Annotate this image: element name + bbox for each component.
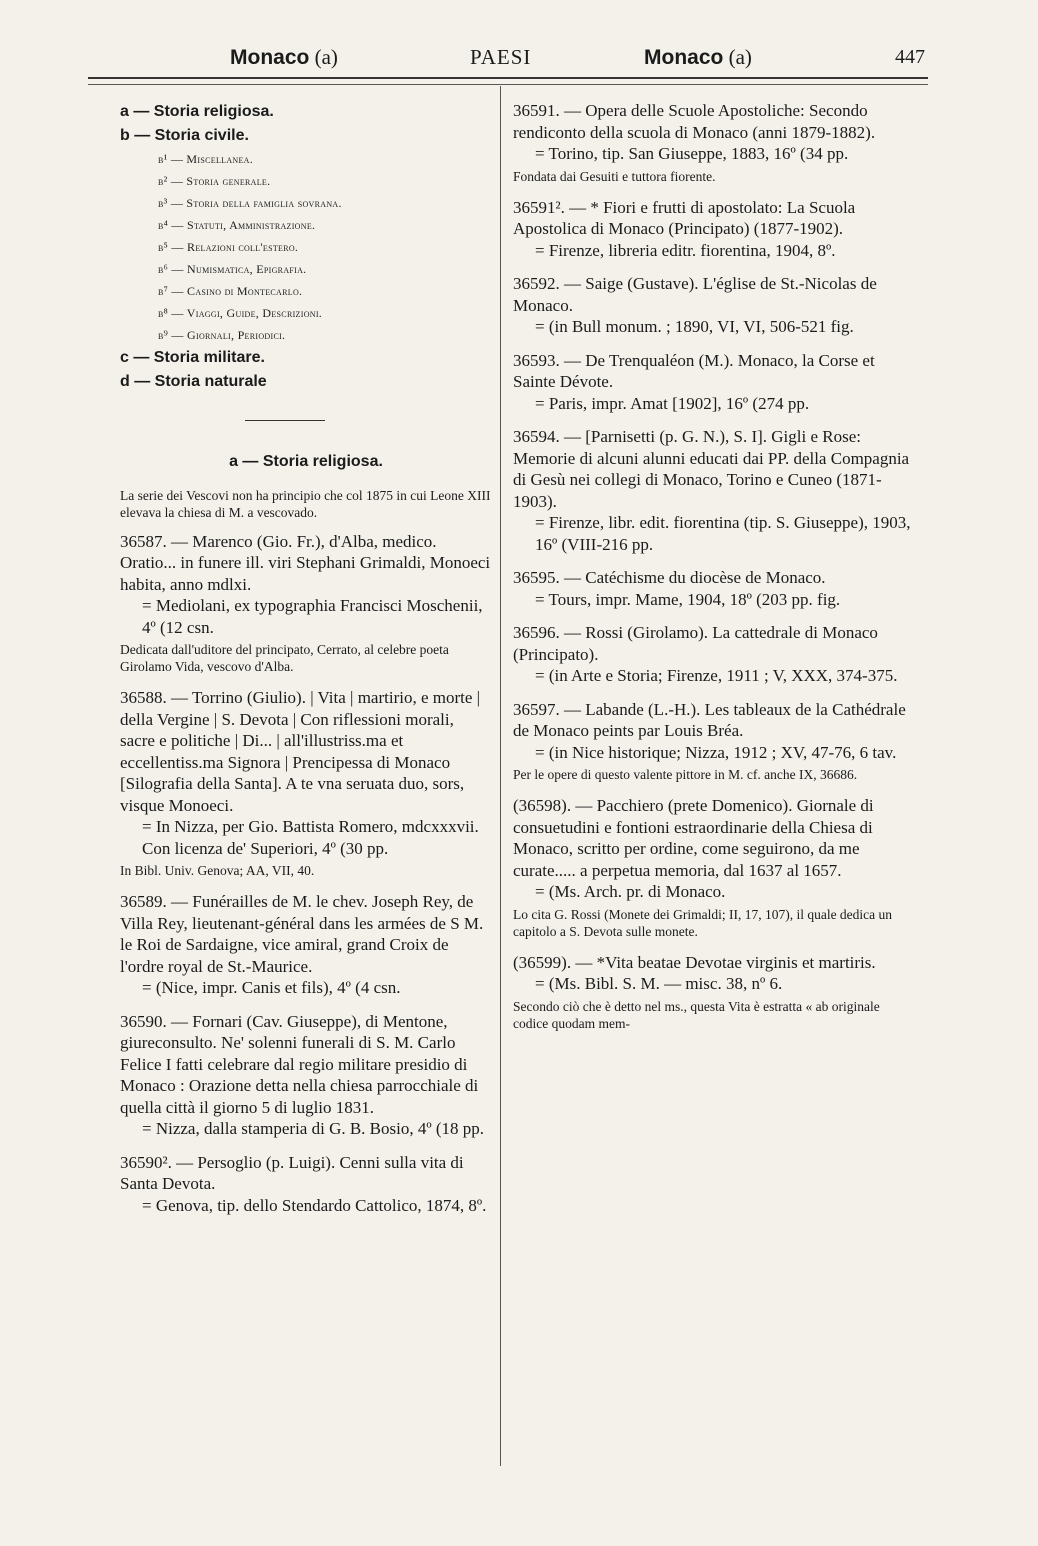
entry-remark: Dedicata dall'uditore del principato, Cerrato, al celebre poeta Girolamo Vida, vescovo d'Alba. (120, 642, 449, 674)
entry-heading: 36594. — [Parnisetti (p. G. N.), S. I]. Gigli e Rose: Memorie di alcuni alunni educati dai PP. della Compagnia di Gesù nei collegi di Monaco, Torino e Cuneo (1871-1903). (513, 427, 910, 511)
entry-heading: 36590. — Fornari (Cav. Giuseppe), di Mentone, giureconsulto. Ne' solenni funerali di S. M. Carlo Felice I fatti celebrare dal regio militare presidio di Monaco : Orazione detta nella chiesa parrocchiale di quella città il giorno 5 di luglio 1831. (120, 1011, 479, 1117)
toc-item-a: a — Storia religiosa. (120, 103, 274, 120)
entry-heading: 36592. — Saige (Gustave). L'église de St.-Nicolas de Monaco. (513, 274, 877, 315)
bibliography-entry (513, 952, 913, 1032)
section-title: a — Storia religiosa. (229, 453, 383, 470)
toc-item-b: b — Storia civile. (120, 127, 249, 144)
bibliography-entry (120, 1011, 492, 1140)
page-number: 447 (895, 46, 925, 68)
entry-imprint: = (Ms. Bibl. S. M. — misc. 38, nº 6. (535, 974, 783, 993)
entry-heading: 36588. — Torrino (Giulio). | Vita | martirio, e morte | della Vergine | S. Devota | Con riflessioni morali, sacre e politiche | Di... | all'illustriss.ma et eccellentiss.ma Signora | Prencipessa di Monaco [Silografia della Santa]. A te vna seruata duo, sors, visque Monoeci. (120, 688, 481, 815)
entry-imprint: = Firenze, libreria editr. fiorentina, 1904, 8º. (535, 240, 836, 260)
entry-heading: 36597. — Labande (L.-H.). Les tableaux de la Cathédrale de Monaco peints par Louis Bréa. (513, 699, 906, 740)
entry-imprint: = (in Bull monum. ; 1890, VI, VI, 506-521 fig. (535, 317, 854, 336)
entry-imprint: = Nizza, dalla stamperia di G. B. Bosio, 4º (18 pp. (142, 1119, 485, 1138)
header-rule-thin (88, 84, 928, 85)
entry-heading: 36590². — Persoglio (p. Luigi). Cenni sulla vita di Santa Devota. (120, 1152, 464, 1193)
entry-imprint: = Mediolani, ex typographia Francisci Moschenii, 4º (12 csn. (142, 596, 483, 637)
toc-subitem: b⁸ — Viaggi, Guide, Descrizioni. (158, 306, 323, 320)
entry-heading: (36598). — Pacchiero (prete Domenico). Giornale di consuetudini e fontioni estraordinarie della Chiesa di Monaco, scritto per ordine, come seguirono, da me curate..... a perpetua memoria, dal 1637 al 1657. (513, 796, 874, 880)
entry-heading: (36599). — *Vita beatae Devotae virginis et martiris. (513, 952, 876, 972)
toc-subitem: b⁶ — Numismatica, Epigrafia. (158, 262, 307, 276)
toc-subitem: b⁵ — Relazioni coll'estero. (158, 240, 299, 254)
entry-remark: Fondata dai Gesuiti e tuttora fiorente. (513, 168, 716, 184)
toc-subitem: b¹ — Miscellanea. (158, 152, 254, 166)
toc-subitem: b³ — Storia della famiglia sovrana. (158, 196, 342, 210)
bibliography-entry (513, 197, 913, 262)
entry-imprint: = Torino, tip. San Giuseppe, 1883, 16º (34 pp. (535, 144, 849, 163)
bibliography-entry (120, 531, 492, 676)
bibliography-entry (513, 795, 913, 940)
entry-imprint: = (in Nice historique; Nizza, 1912 ; XV, 47-76, 6 tav. (535, 742, 897, 762)
entry-imprint: = (in Arte e Storia; Firenze, 1911 ; V, XXX, 374-375. (535, 666, 898, 685)
toc-item-c: c — Storia militare. (120, 349, 265, 366)
section-divider (245, 420, 325, 421)
bibliography-entry (513, 273, 913, 338)
entry-heading: 36596. — Rossi (Girolamo). La cattedrale di Monaco (Principato). (513, 623, 878, 664)
entry-remark: Secondo ciò che è detto nel ms., questa Vita è estratta « ab originale codice quodam mem- (513, 998, 880, 1031)
entry-heading: 36591. — Opera delle Scuole Apostoliche: Secondo rendiconto della scuola di Monaco (anni 1879-1882). (513, 101, 876, 142)
entry-heading: 36593. — De Trenqualéon (M.). Monaco, la Corse et Sainte Dévote. (513, 350, 875, 391)
entry-heading: 36589. — Funérailles de M. le chev. Joseph Rey, de Villa Rey, lieutenant-général dans les armées de S M. le Roi de Sardaigne, vice amiral, grand Croix de l'ordre royal de St.-Maurice. (120, 892, 484, 976)
header-right: Monaco (a) (644, 45, 752, 69)
header-rule (88, 77, 928, 79)
bibliography-entry (513, 350, 913, 415)
bibliography-entry (513, 426, 913, 555)
bibliography-entry (513, 100, 913, 185)
bibliography-entry (120, 687, 492, 879)
running-header (230, 40, 970, 74)
left-column (120, 100, 492, 1228)
entry-imprint: = Firenze, libr. edit. fiorentina (tip. S. Giuseppe), 1903, 16º (VIII-216 pp. (535, 513, 911, 554)
entry-heading: 36591². — * Fiori e frutti di apostolato: La Scuola Apostolica di Monaco (Principato) (1877-1902). (513, 197, 856, 238)
entry-imprint: = In Nizza, per Gio. Battista Romero, mdcxxxvii. Con licenza de' Superiori, 4º (30 pp. (142, 817, 479, 858)
entry-imprint: = Paris, impr. Amat [1902], 16º (274 pp. (535, 393, 810, 413)
entry-remark: Per le opere di questo valente pittore in M. cf. anche IX, 36686. (513, 767, 858, 782)
toc-subitem: b⁹ — Giornali, Periodici. (158, 328, 286, 342)
entry-imprint: = Genova, tip. dello Stendardo Cattolico, 1874, 8º. (142, 1195, 487, 1215)
toc-subitem: b² — Storia generale. (158, 174, 271, 188)
entry-imprint: = (Ms. Arch. pr. di Monaco. (535, 882, 726, 901)
header-left: Monaco (a) (230, 45, 338, 69)
toc-item-d: d — Storia naturale (120, 373, 267, 390)
column-divider (500, 86, 501, 1466)
entry-heading: 36587. — Marenco (Gio. Fr.), d'Alba, medico. Oratio... in funere ill. viri Stephani Grimaldi, Monoeci habita, anno mdlxi. (120, 531, 491, 594)
entry-heading: 36595. — Catéchisme du diocèse de Monaco. (513, 568, 826, 587)
entry-imprint: = (Nice, impr. Canis et fils), 4º (4 csn. (142, 978, 401, 997)
bibliography-entry (513, 567, 913, 610)
bibliography-entry (120, 891, 492, 999)
section-note: La serie dei Vescovi non ha principio che col 1875 in cui Leone XIII elevava la chiesa di M. a vescovado. (120, 487, 491, 520)
bibliography-entry (513, 699, 913, 784)
right-column (513, 100, 913, 1044)
entry-imprint: = Tours, impr. Mame, 1904, 18º (203 pp. fig. (535, 589, 841, 609)
bibliography-entry (120, 1152, 492, 1217)
toc-subitem: b⁴ — Statuti, Amministrazione. (158, 218, 316, 232)
entry-remark: Lo cita G. Rossi (Monete dei Grimaldi; II, 17, 107), il quale dedica un capitolo a S. Devota sulle monete. (513, 906, 893, 939)
entry-remark: In Bibl. Univ. Genova; AA, VII, 40. (120, 863, 315, 878)
bibliography-entry (513, 622, 913, 687)
header-center: PAESI (470, 45, 532, 69)
toc-subitem: b⁷ — Casino di Montecarlo. (158, 284, 303, 298)
